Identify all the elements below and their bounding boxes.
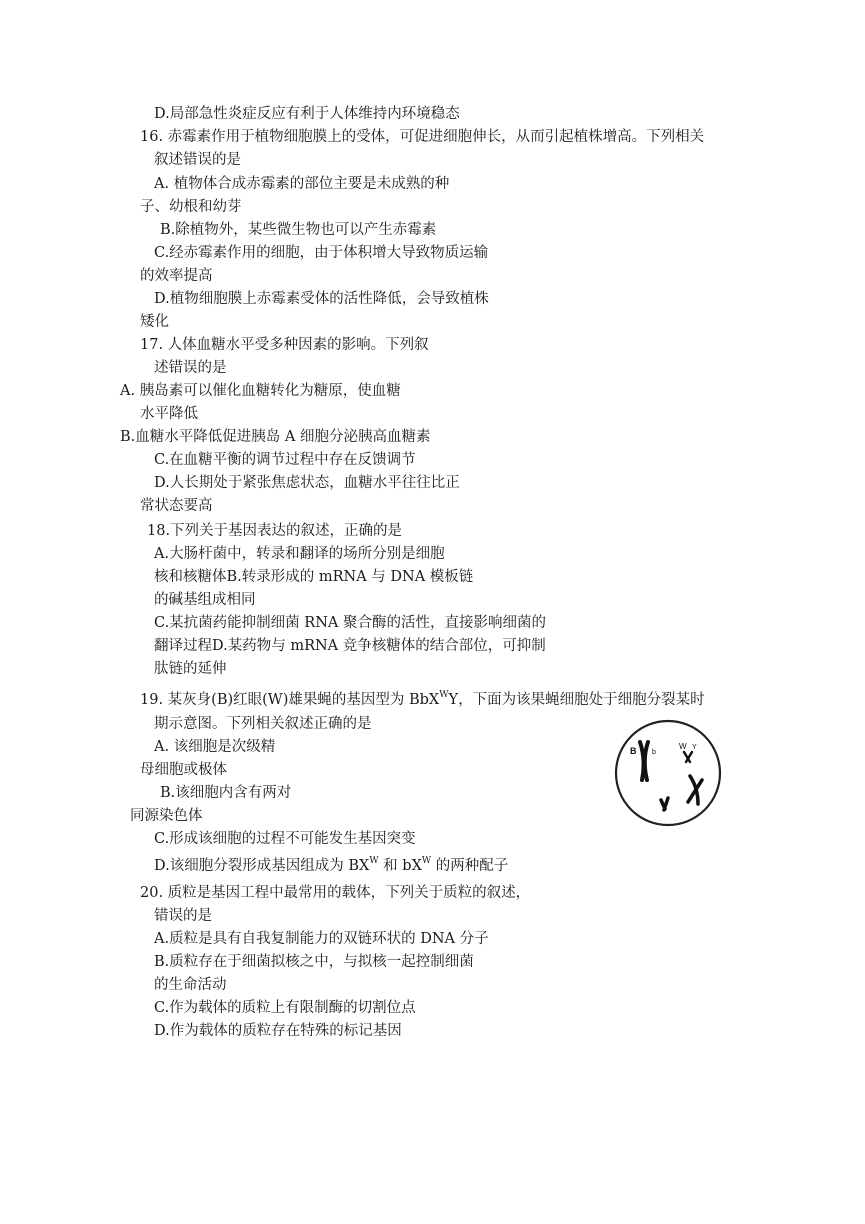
q19-option-d-sup2: W [421, 856, 432, 867]
q18-option-c-line1: C.某抗菌药能抑制细菌 RNA 聚合酶的活性，直接影响细菌的 [154, 615, 546, 631]
chromosome-x-left [640, 742, 648, 780]
q18-option-a-b-line2: 核和核糖体B.转录形成的 mRNA 与 DNA 模板链 [154, 569, 474, 585]
figure-label-y: Y [692, 744, 697, 751]
q20-option-b-line2: 的生命活动 [154, 977, 227, 993]
q17-stem-line1: 17. 人体血糖水平受多种因素的影响。下列叙 [140, 337, 429, 353]
q17-option-d-line1: D.人长期处于紧张焦虑状态，血糖水平往往比正 [154, 475, 460, 491]
q16-option-c-line1: C.经赤霉素作用的细胞，由于体积增大导致物质运输 [154, 245, 489, 261]
chromosome-y-top-right [684, 752, 692, 762]
q19-option-a-line1: A. 该细胞是次级精 [154, 739, 276, 755]
q19-option-b-line1: B.该细胞内含有两对 [160, 785, 292, 801]
q17-stem-line2: 述错误的是 [154, 360, 227, 376]
q19-option-d-post: 的两种配子 [431, 858, 509, 874]
q19-stem-post: Y，下面为该果蝇细胞处于细胞分裂某时 [448, 692, 705, 708]
q19-stem-line2: 期示意图。下列相关叙述正确的是 [154, 716, 372, 732]
figure-label-b-small: b [652, 749, 656, 756]
q18-option-d-line2: 肽链的延伸 [154, 661, 227, 677]
q19-option-d [154, 856, 508, 876]
q16-option-a-line2: 子、幼根和幼芽 [140, 199, 242, 215]
q18-option-c-d-line2: 翻译过程D.某药物与 mRNA 竞争核糖体的结合部位，可抑制 [154, 638, 546, 654]
q19-option-a-line2: 母细胞或极体 [140, 762, 227, 778]
q19-option-c: C.形成该细胞的过程不可能发生基因突变 [154, 831, 416, 847]
q19-stem-superscript: W [439, 690, 449, 701]
q19-option-b-line2: 同源染色体 [130, 808, 203, 824]
chromosome-right-bottom [688, 776, 702, 804]
q16-option-c-line2: 的效率提高 [140, 268, 213, 284]
q16-stem-line2: 叙述错误的是 [154, 152, 241, 168]
q17-option-d-line2: 常状态要高 [140, 498, 213, 514]
q20-option-a: A.质粒是具有自我复制能力的双链环状的 DNA 分子 [154, 931, 489, 947]
q20-stem-line2: 错误的是 [154, 908, 212, 924]
q18-stem: 18.下列关于基因表达的叙述，正确的是 [147, 523, 403, 539]
cell-membrane-circle [616, 721, 720, 825]
q17-option-a-line2: 水平降低 [140, 406, 198, 422]
q19-stem-pre: 19. 某灰身(B)红眼(W)雄果蝇的基因型为 BbX [140, 692, 440, 708]
q18-option-b-line2: 的碱基组成相同 [154, 592, 256, 608]
q17-option-c: C.在血糖平衡的调节过程中存在反馈调节 [154, 452, 416, 468]
q15-option-d: D.局部急性炎症反应有利于人体维持内环境稳态 [154, 106, 460, 122]
figure-label-b: B [630, 746, 637, 756]
cell-division-figure [612, 718, 724, 828]
q20-stem-line1: 20. 质粒是基因工程中最常用的载体，下列关于质粒的叙述， [140, 885, 531, 901]
q20-option-c: C.作为载体的质粒上有限制酶的切割位点 [154, 1000, 416, 1016]
q16-stem-line1: 16. 赤霉素作用于植物细胞膜上的受体，可促进细胞伸长，从而引起植株增高。下列相关 [140, 129, 705, 145]
chromosome-small-bottom [661, 798, 668, 810]
q19-option-d-sup1: W [369, 856, 379, 867]
q20-option-b-line1: B.质粒存在于细菌拟核之中，与拟核一起控制细菌 [154, 954, 474, 970]
q20-option-d: D.作为载体的质粒存在特殊的标记基因 [154, 1023, 402, 1039]
q16-option-d-line2: 矮化 [140, 314, 169, 330]
q19-option-d-mid: 和 bX [378, 858, 422, 874]
figure-label-w: W [679, 742, 687, 751]
q19-stem-line1 [140, 690, 705, 710]
q16-option-a-line1: A. 植物体合成赤霉素的部位主要是未成熟的种 [154, 176, 450, 192]
q19-option-d-pre: D.该细胞分裂形成基因组成为 BX [154, 858, 370, 874]
q18-option-a-line1: A.大肠杆菌中，转录和翻译的场所分别是细胞 [154, 546, 445, 562]
q16-option-b: B.除植物外，某些微生物也可以产生赤霉素 [160, 222, 437, 238]
q17-option-a-line1: A. 胰岛素可以催化血糖转化为糖原，使血糖 [120, 383, 401, 399]
q17-option-b: B.血糖水平降低促进胰岛 A 细胞分泌胰高血糖素 [120, 429, 431, 445]
q16-option-d-line1: D.植物细胞膜上赤霉素受体的活性降低，会导致植株 [154, 291, 489, 307]
